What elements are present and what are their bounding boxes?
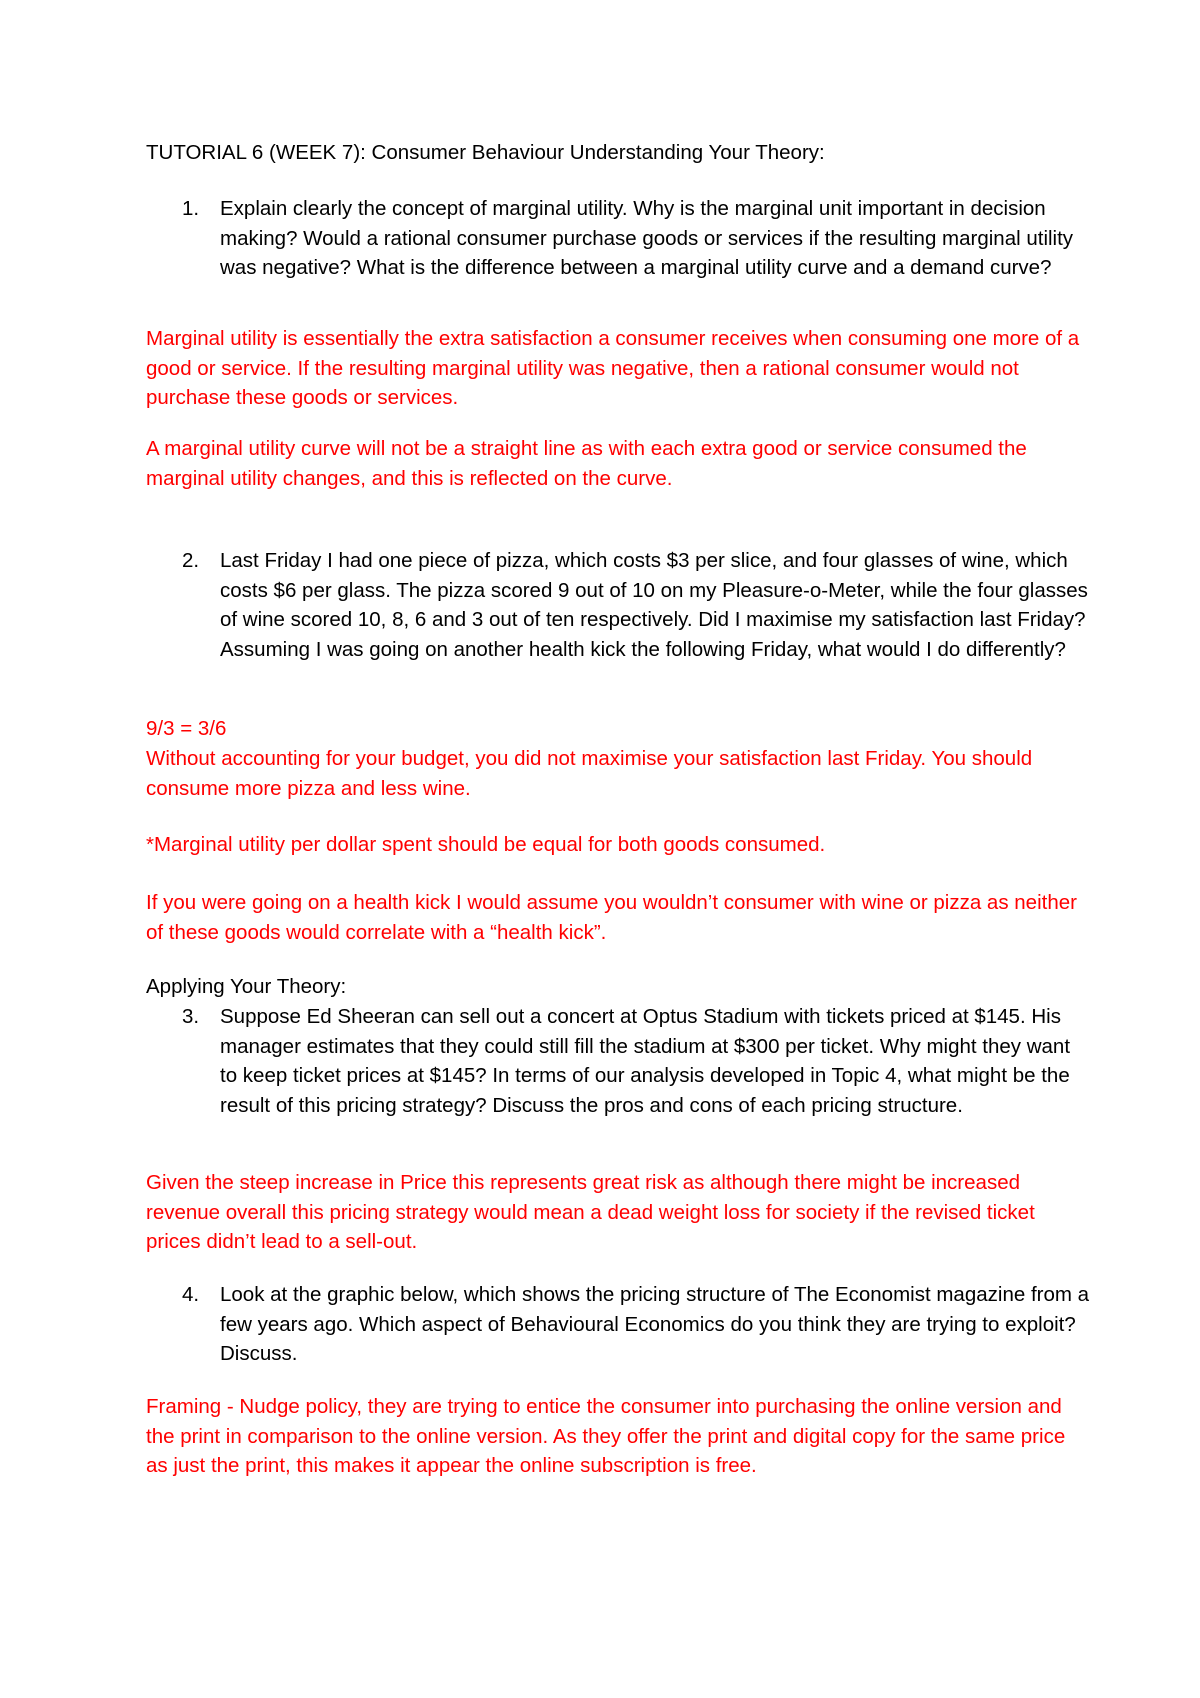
answer-4-paragraph-1: Framing - Nudge policy, they are trying to entice the consumer into purchasing the online version and the print in comparison to the online version. As they offer the print and digital copy for the same price as just the print, this makes it appear the online subscription is free. (146, 1395, 1066, 1478)
question-number: 3. (182, 1005, 200, 1028)
question-number: 2. (182, 549, 200, 572)
answer-2-paragraph-2: *Marginal utility per dollar spent should be equal for both goods consumed. (146, 833, 826, 856)
question-text: Look at the graphic below, which shows the pricing structure of The Economist magazine from a few years ago. Which aspect of Behavioural Economics do you think they are trying to exploit? Discuss. (220, 1283, 1090, 1366)
question-number: 1. (182, 197, 200, 220)
answer-1-paragraph-2: A marginal utility curve will not be a straight line as with each extra good or service consumed the marginal utility changes, and this is reflected on the curve. (146, 437, 1027, 490)
answer-2-equation: 9/3 = 3/6 (146, 717, 227, 740)
question-number: 4. (182, 1283, 200, 1306)
tutorial-heading: TUTORIAL 6 (WEEK 7): Consumer Behaviour Understanding Your Theory: (146, 141, 825, 164)
answer-2-paragraph-3: If you were going on a health kick I would assume you wouldn’t consumer with wine or pizza as neither of these goods would correlate with a “health kick”. (146, 891, 1077, 944)
answer-3-paragraph-1: Given the steep increase in Price this represents great risk as although there might be increased revenue overall this pricing strategy would mean a dead weight loss for society if the revised ticket prices didn’t lead to a sell-out. (146, 1171, 1035, 1254)
answer-1-paragraph-1: Marginal utility is essentially the extra satisfaction a consumer receives when consuming one more of a good or service. If the resulting marginal utility was negative, then a rational consumer would not purchase these goods or services. (146, 327, 1080, 410)
question-text: Last Friday I had one piece of pizza, which costs $3 per slice, and four glasses of wine, which costs $6 per glass. The pizza scored 9 out of 10 on my Pleasure-o-Meter, while the four glasses of wine scored 10, 8, 6 and 3 out of ten respectively. Did I maximise my satisfaction last Friday? Assuming I was going on another health kick the following Friday, what would I do differently? (220, 549, 1088, 661)
question-text: Suppose Ed Sheeran can sell out a concert at Optus Stadium with tickets priced at $145. His manager estimates that they could still fill the stadium at $300 per ticket. Why might they want to keep ticket prices at $145? In terms of our analysis developed in Topic 4, what might be the result of this pricing strategy? Discuss the pros and cons of each pricing structure. (220, 1005, 1071, 1117)
applying-heading: Applying Your Theory: (146, 975, 347, 998)
question-text: Explain clearly the concept of marginal utility. Why is the marginal unit important in decision making? Would a rational consumer purchase goods or services if the resulting marginal utility was negative? What is the difference between a marginal utility curve and a demand curve? (220, 197, 1074, 280)
answer-2-paragraph-1: Without accounting for your budget, you did not maximise your satisfaction last Friday. You should consume more pizza and less wine. (146, 747, 1033, 800)
